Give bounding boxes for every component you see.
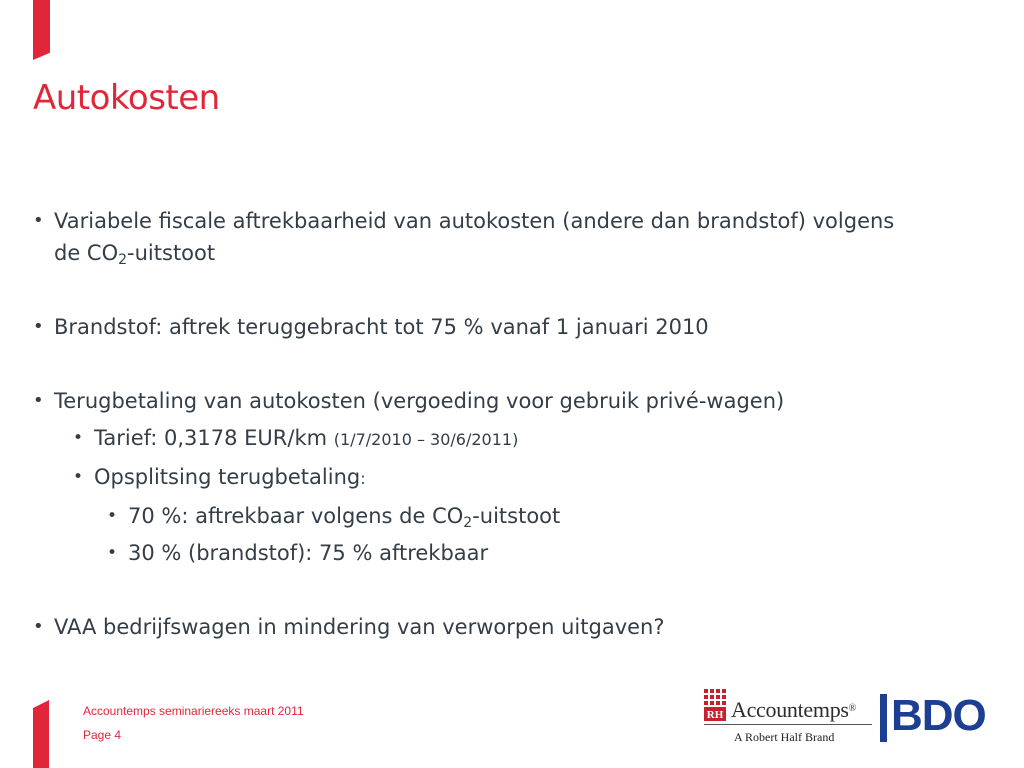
bdo-bar — [880, 694, 887, 742]
sub-sub-bullet-30 — [107, 537, 993, 569]
logo-divider — [704, 724, 872, 725]
bullet-fuel — [33, 311, 993, 343]
bullet-text: -uitstoot — [472, 504, 561, 528]
bullet-vaa — [33, 611, 993, 643]
bullet-text: Tarief: 0,3178 EUR/km — [94, 426, 334, 450]
bullet-dot: • — [107, 506, 118, 526]
red-accent-top — [33, 0, 50, 60]
registered-mark: ® — [848, 703, 856, 714]
slide-title: Autokosten — [33, 78, 220, 118]
bullet-text: 70 %: aftrekbaar volgens de CO — [128, 504, 464, 528]
bullet-text: Opsplitsing terugbetaling — [94, 465, 361, 489]
bullet-dot: • — [73, 428, 84, 448]
sub-bullet-rate — [73, 422, 993, 456]
bullet-dot: • — [33, 390, 44, 411]
bullet-co2-deductibility — [33, 205, 993, 269]
bullet-text: Terugbetaling van autokosten (vergoeding voor gebruik privé-wagen) — [54, 389, 785, 413]
bullet-text: Variabele fiscale aftrekbaarheid van autokosten (andere dan brandstof) volgens — [54, 209, 895, 233]
bullet-dot: • — [33, 210, 44, 231]
bullet-dot: • — [33, 616, 44, 637]
footer-page-number: Page 4 — [83, 728, 122, 742]
subscript: 2 — [118, 252, 128, 268]
bdo-wordmark: BDO — [891, 691, 986, 740]
red-accent-bottom — [33, 700, 49, 768]
bullet-text: -uitstoot — [127, 241, 216, 265]
sub-sub-bullet-70 — [107, 500, 993, 532]
bullet-dot: • — [107, 543, 118, 563]
date-range: (1/7/2010 – 30/6/2011) — [333, 430, 519, 449]
bullet-text: VAA bedrijfswagen in mindering van verworpen uitgaven? — [54, 615, 665, 639]
subscript: 2 — [463, 515, 473, 531]
bullet-text: de CO — [54, 241, 119, 265]
accountemps-logo — [704, 688, 872, 748]
bullet-dot: • — [33, 316, 44, 337]
colon: : — [360, 469, 366, 488]
rh-letters: RH — [706, 709, 724, 721]
rh-logo-icon — [704, 689, 726, 722]
footer-event: Accountemps seminariereeks maart 2011 — [83, 704, 304, 718]
accountemps-tagline: A Robert Half Brand — [734, 730, 835, 744]
bullet-dot: • — [73, 467, 84, 487]
slide-body — [33, 205, 993, 643]
bullet-text: Brandstof: aftrek teruggebracht tot 75 % vanaf 1 januari 2010 — [54, 315, 709, 339]
bullet-reimbursement — [33, 385, 993, 417]
bdo-logo — [880, 691, 996, 744]
bullet-text: 30 % (brandstof): 75 % aftrekbaar — [128, 541, 489, 565]
accountemps-wordmark: Accountemps — [731, 697, 849, 722]
sub-bullet-split — [73, 461, 993, 495]
